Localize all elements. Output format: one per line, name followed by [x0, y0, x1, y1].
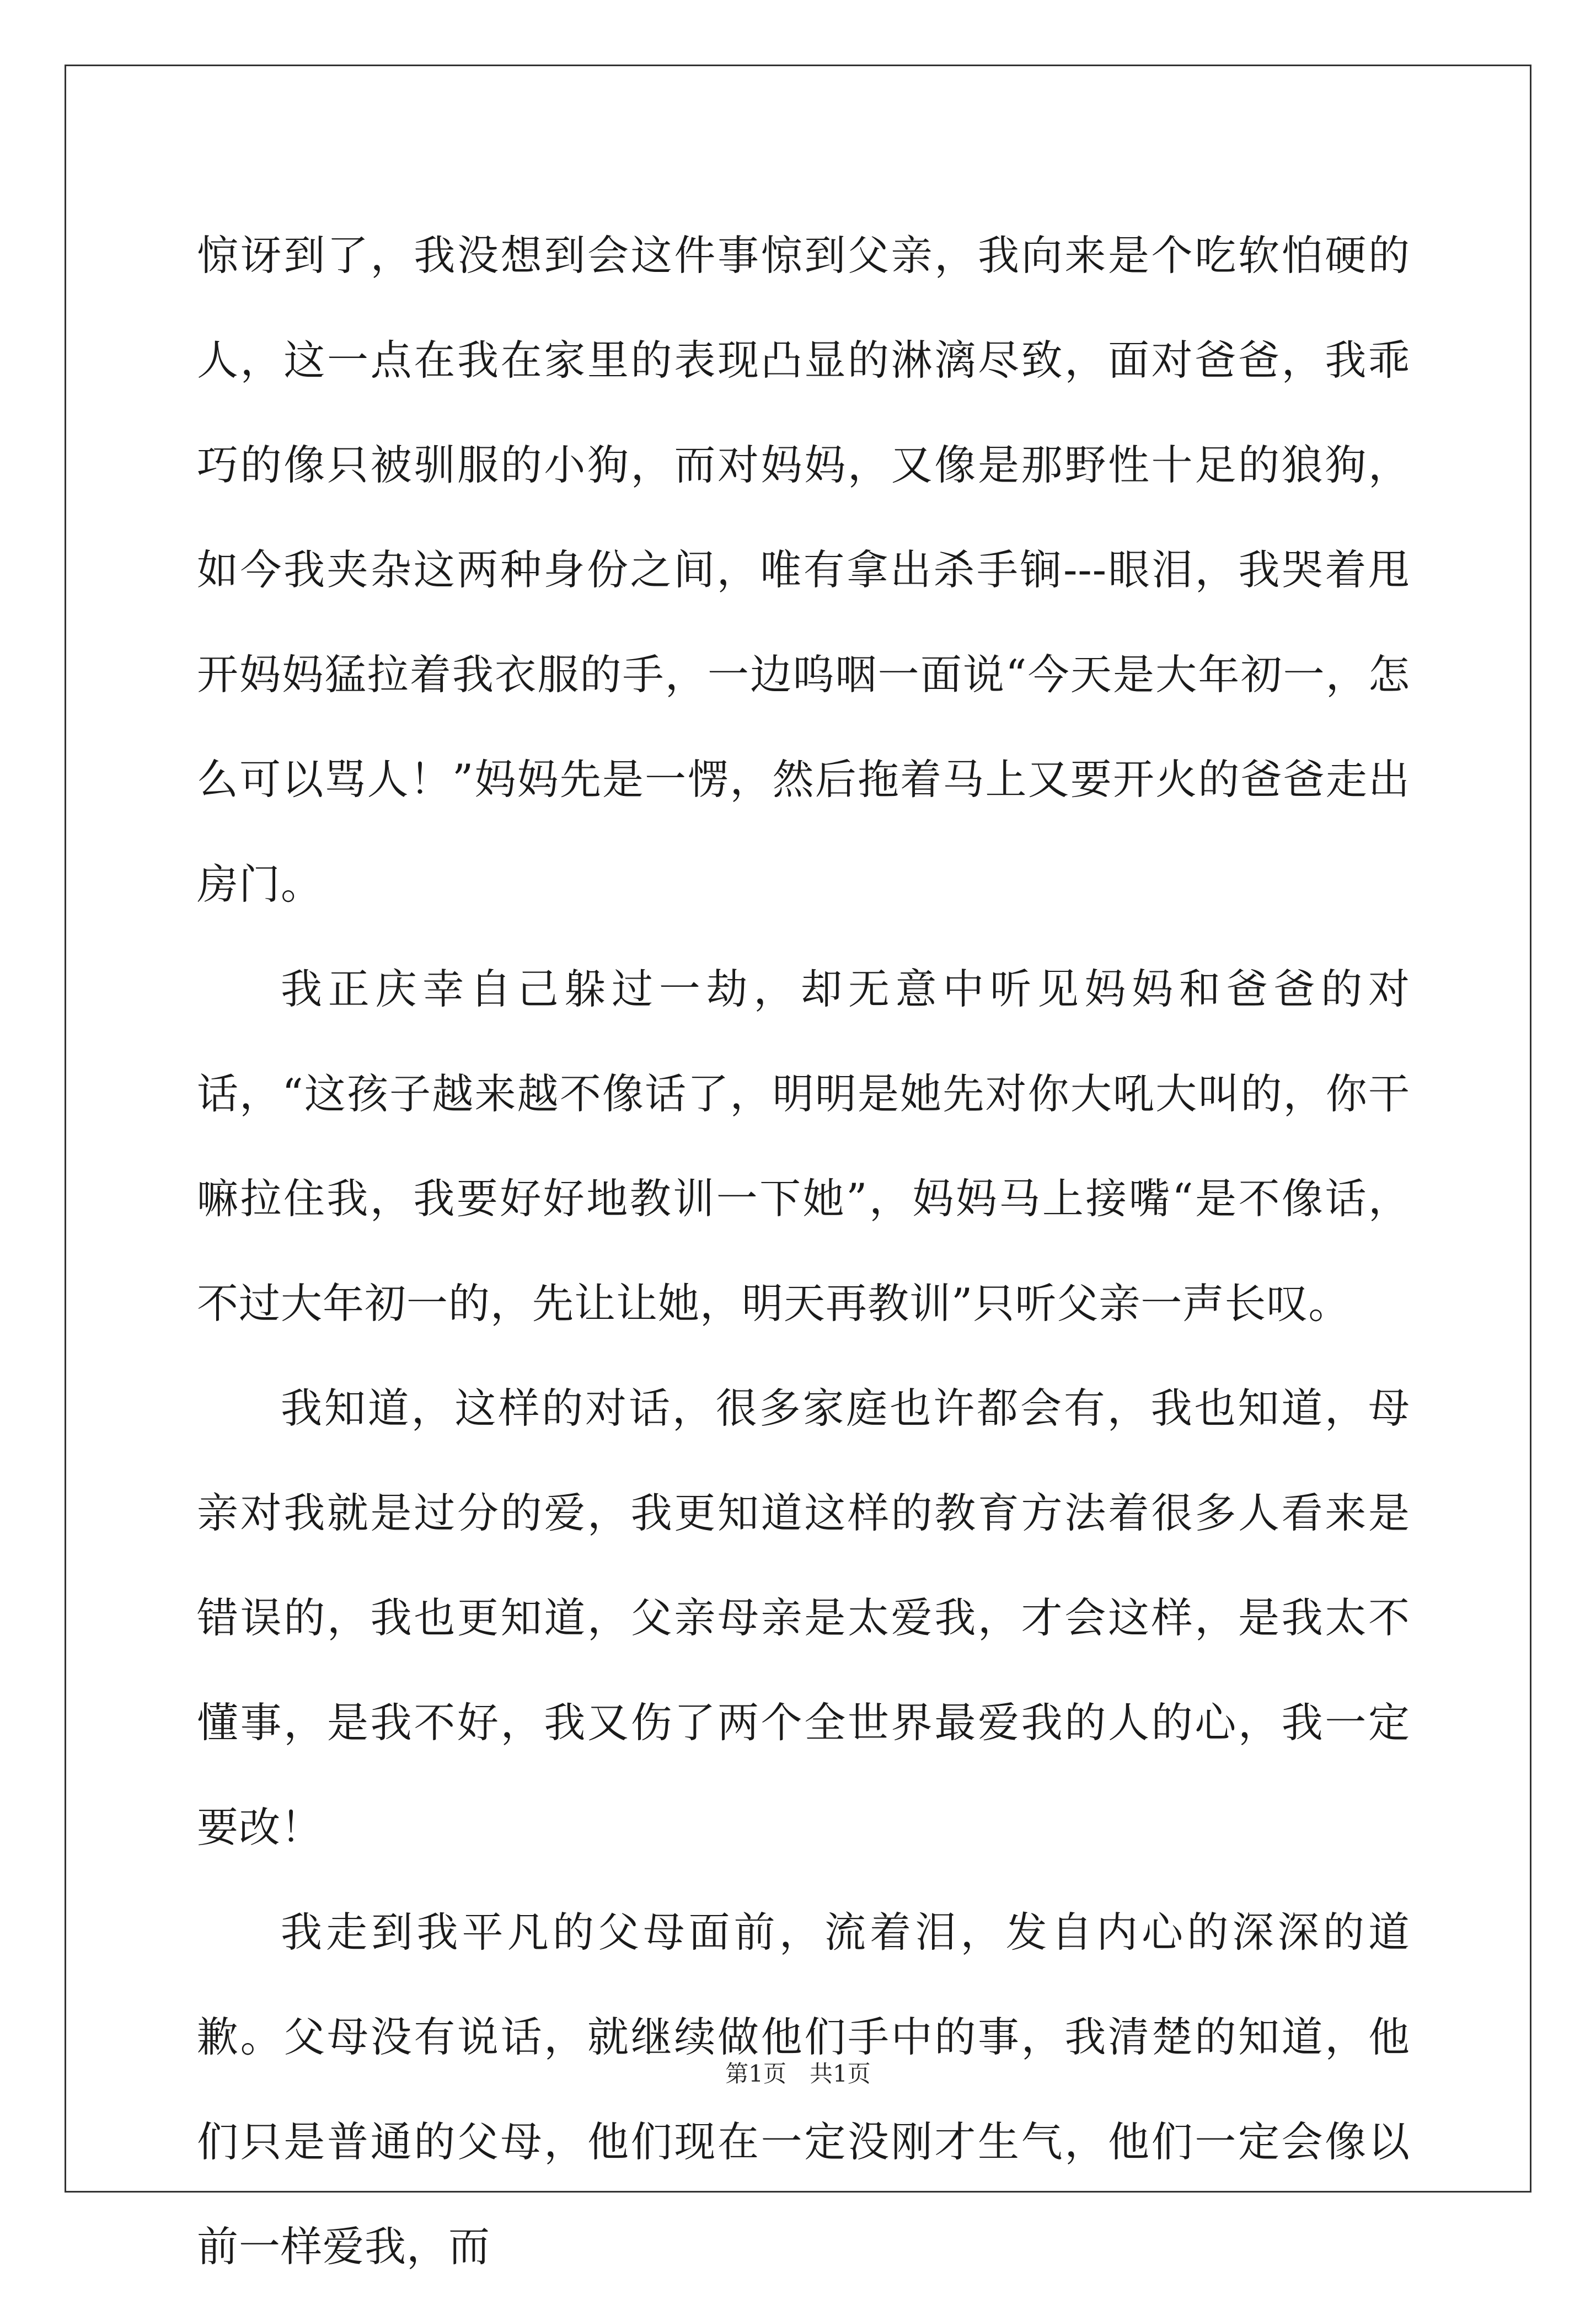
- page-number-footer: 第1页 共1页: [725, 2060, 871, 2087]
- paragraph-1: 惊讶到了，我没想到会这件事惊到父亲，我向来是个吃软怕硬的人，这一点在我在家里的表现凸显的淋漓尽致，面对爸爸，我乖巧的像只被驯服的小狗，而对妈妈，又像是那野性十足的狼狗，如今我夹杂这两种身份之间，唯有拿出杀手锏---眼泪，我哭着甩开妈妈猛拉着我衣服的手，一边呜咽一面说“今天是大年初一，怎么可以骂人！”妈妈先是一愣，然后拖着马上又要开火的爸爸走出房门。: [197, 231, 1410, 908]
- paragraph-4: 我走到我平凡的父母面前，流着泪，发自内心的深深的道歉。父母没有说话，就继续做他们手中的事，我清楚的知道，他们只是普通的父母，他们现在一定没刚才生气，他们一定会像以前一样爱我，而: [197, 1908, 1410, 2271]
- paragraph-2: 我正庆幸自己躲过一劫，却无意中听见妈妈和爸爸的对话，“这孩子越来越不像话了，明明是她先对你大吼大叫的，你干嘛拉住我，我要好好地教训一下她”，妈妈马上接嘴“是不像话，不过大年初一的，先让让她，明天再教训”只听父亲一声长叹。: [197, 965, 1410, 1328]
- document-body: [197, 203, 1410, 2299]
- paragraph-3: 我知道，这样的对话，很多家庭也许都会有，我也知道，母亲对我就是过分的爱，我更知道这样的教育方法着很多人看来是错误的，我也更知道，父亲母亲是太爱我，才会这样，是我太不懂事，是我不好，我又伤了两个全世界最爱我的人的心，我一定要改！: [197, 1384, 1410, 1852]
